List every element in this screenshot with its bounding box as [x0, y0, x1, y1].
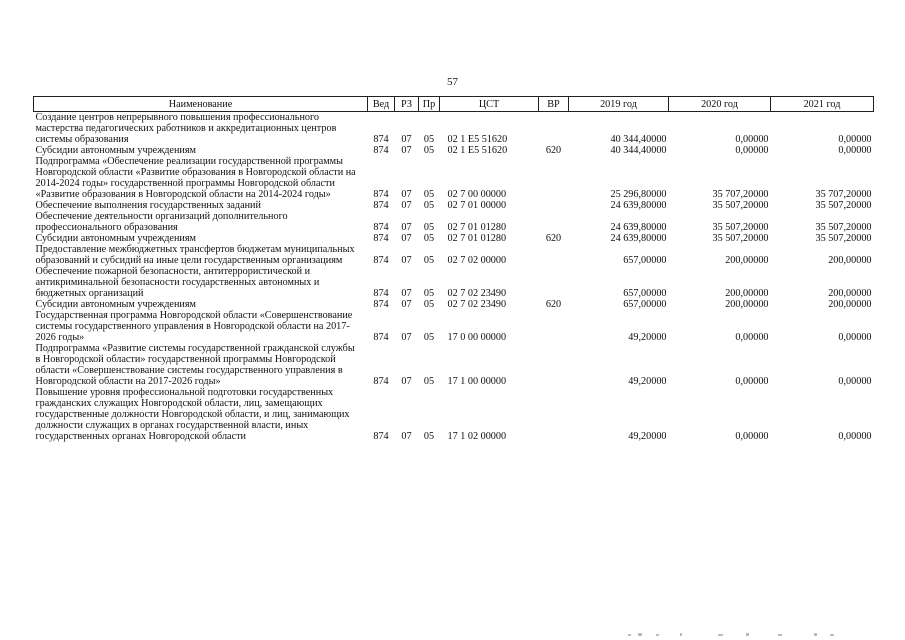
- row-2020: 0,00000: [735, 431, 769, 442]
- row-2019: 24 639,80000: [610, 200, 667, 211]
- scan-artifact: [628, 632, 838, 638]
- row-ved: 874: [373, 222, 389, 233]
- row-2020: 0,00000: [735, 145, 769, 156]
- row-rz: 07: [401, 431, 412, 442]
- row-pr: 05: [423, 288, 435, 299]
- row-2021: 35 507,20000: [815, 222, 872, 233]
- row-rz: 07: [401, 200, 412, 211]
- row-pr: 05: [423, 431, 435, 442]
- row-name: Субсидии автономным учреждениям: [35, 299, 196, 310]
- row-2020: 0,00000: [735, 134, 769, 145]
- row-cst: 02 1 E5 51620: [447, 134, 508, 145]
- row-pr: 05: [423, 255, 435, 266]
- row-rz: 07: [401, 332, 412, 343]
- budget-table: [33, 96, 874, 442]
- row-pr: 05: [423, 200, 435, 211]
- row-2020: 200,00000: [725, 299, 769, 310]
- row-2021: 0,00000: [838, 431, 872, 442]
- row-pr: 05: [423, 332, 435, 343]
- row-vr: [539, 211, 569, 233]
- row-cst: 02 7 02 00000: [447, 255, 507, 266]
- row-rz: 07: [401, 255, 412, 266]
- row-ved: 874: [373, 431, 389, 442]
- row-vr: [539, 387, 569, 442]
- row-rz: 07: [401, 233, 412, 244]
- row-name: Обеспечение выполнения государственных заданий: [35, 200, 261, 211]
- row-rz: 07: [401, 376, 412, 387]
- row-2020: 0,00000: [735, 376, 769, 387]
- row-cst: 02 7 01 01280: [447, 233, 507, 244]
- table-row: [34, 156, 874, 200]
- row-2021: 35 507,20000: [815, 200, 872, 211]
- header-name: Наименование: [34, 97, 368, 112]
- row-pr: 05: [423, 145, 435, 156]
- header-ved: Вед: [368, 97, 395, 112]
- row-name: Обеспечение деятельности организаций дополнительного профессионального образования: [35, 211, 288, 233]
- row-vr: [539, 266, 569, 299]
- row-ved: 874: [373, 134, 389, 145]
- table-row: [34, 233, 874, 244]
- row-pr: 05: [423, 376, 435, 387]
- header-2020: 2020 год: [669, 97, 771, 112]
- row-rz: 07: [401, 189, 412, 200]
- page-number: 57: [447, 76, 458, 88]
- row-2019: 657,00000: [623, 299, 667, 310]
- header-row: [34, 97, 874, 112]
- row-vr: 620: [545, 233, 562, 244]
- row-name: Государственная программа Новгородской области «Совершенствование системы государственного управления в Новгородской области на 2017-2026 годы»: [35, 310, 353, 343]
- table-row: [34, 266, 874, 299]
- row-ved: 874: [373, 189, 389, 200]
- row-2020: 35 507,20000: [712, 222, 769, 233]
- row-name: Подпрограмма «Обеспечение реализации государственной программы Новгородской области «Развитие образования в Новгородской области на 2014-2024 годы» государственной программы Новгородской области «Развитие образования в Новгородской области на 2014-2024 годы»: [35, 156, 356, 200]
- row-cst: 02 7 02 23490: [447, 288, 507, 299]
- row-ved: 874: [373, 288, 389, 299]
- row-2021: 200,00000: [828, 255, 872, 266]
- row-name: Подпрограмма «Развитие системы государственной гражданской службы в Новгородской области» государственной программы Новгородской области «Совершенствование системы государственного управления в Новгородской области на 2017-2026 годы»: [35, 343, 355, 387]
- row-rz: 07: [401, 299, 412, 310]
- row-2020: 35 507,20000: [712, 233, 769, 244]
- row-ved: 874: [373, 233, 389, 244]
- row-vr: [539, 310, 569, 343]
- row-pr: 05: [423, 134, 435, 145]
- row-cst: 17 1 02 00000: [447, 431, 507, 442]
- header-2021: 2021 год: [771, 97, 874, 112]
- table-row: [34, 387, 874, 442]
- row-pr: 05: [423, 222, 435, 233]
- row-cst: 02 1 E5 51620: [447, 145, 508, 156]
- row-2020: 200,00000: [725, 288, 769, 299]
- row-ved: 874: [373, 145, 389, 156]
- row-rz: 07: [401, 134, 412, 145]
- row-2019: 25 296,80000: [610, 189, 667, 200]
- header-cst: ЦСТ: [440, 97, 539, 112]
- table-row: [34, 244, 874, 266]
- row-2021: 200,00000: [828, 299, 872, 310]
- row-ved: 874: [373, 200, 389, 211]
- row-name: Обеспечение пожарной безопасности, антитеррористической и антикриминальной безопасности государственных автономных и бюджетных организаций: [35, 266, 320, 299]
- row-name: Повышение уровня профессиональной подготовки государственных гражданских служащих Новгородской области, лиц, замещающих государственные должности Новгородской области, и лиц, занимающих должности служащих в органах государственной власти, иных государственных органах Новгородской области: [35, 387, 350, 442]
- row-vr: 620: [545, 145, 562, 156]
- row-2021: 35 707,20000: [815, 189, 872, 200]
- row-2019: 49,20000: [628, 376, 667, 387]
- header-pr: Пр: [419, 97, 440, 112]
- row-vr: [539, 343, 569, 387]
- row-cst: 17 0 00 00000: [447, 332, 507, 343]
- row-2019: 49,20000: [628, 431, 667, 442]
- row-vr: [539, 112, 569, 146]
- row-2019: 657,00000: [623, 288, 667, 299]
- row-rz: 07: [401, 145, 412, 156]
- table-row: [34, 211, 874, 233]
- row-cst: 02 7 01 00000: [447, 200, 507, 211]
- row-2021: 35 507,20000: [815, 233, 872, 244]
- row-2019: 49,20000: [628, 332, 667, 343]
- row-vr: [539, 156, 569, 200]
- header-vr: ВР: [539, 97, 569, 112]
- row-2020: 35 707,20000: [712, 189, 769, 200]
- table-row: [34, 200, 874, 211]
- row-ved: 874: [373, 255, 389, 266]
- row-2021: 0,00000: [838, 145, 872, 156]
- table-row: [34, 299, 874, 310]
- row-2021: 0,00000: [838, 332, 872, 343]
- header-2019: 2019 год: [569, 97, 669, 112]
- row-2020: 35 507,20000: [712, 200, 769, 211]
- row-name: Предоставление межбюджетных трансфертов бюджетам муниципальных образований и субсидий на иные цели государственным организациям: [35, 244, 355, 266]
- row-2019: 24 639,80000: [610, 222, 667, 233]
- row-rz: 07: [401, 288, 412, 299]
- row-ved: 874: [373, 332, 389, 343]
- row-ved: 874: [373, 299, 389, 310]
- row-2019: 24 639,80000: [610, 233, 667, 244]
- table-row: [34, 310, 874, 343]
- row-2021: 200,00000: [828, 288, 872, 299]
- row-name: Субсидии автономным учреждениям: [35, 233, 196, 244]
- row-cst: 17 1 00 00000: [447, 376, 507, 387]
- table-row: [34, 145, 874, 156]
- row-name: Создание центров непрерывного повышения профессионального мастерства педагогических работников и аккредитационных центров системы образования: [35, 112, 337, 145]
- row-rz: 07: [401, 222, 412, 233]
- row-vr: 620: [545, 299, 562, 310]
- row-vr: [539, 200, 569, 211]
- row-cst: 02 7 00 00000: [447, 189, 507, 200]
- table-row: [34, 343, 874, 387]
- row-pr: 05: [423, 189, 435, 200]
- row-cst: 02 7 01 01280: [447, 222, 507, 233]
- header-rz: РЗ: [395, 97, 419, 112]
- row-2020: 200,00000: [725, 255, 769, 266]
- row-2019: 40 344,40000: [610, 134, 667, 145]
- row-ved: 874: [373, 376, 389, 387]
- row-2019: 40 344,40000: [610, 145, 667, 156]
- row-pr: 05: [423, 299, 435, 310]
- row-name: Субсидии автономным учреждениям: [35, 145, 196, 156]
- row-vr: [539, 244, 569, 266]
- row-2019: 657,00000: [623, 255, 667, 266]
- row-pr: 05: [423, 233, 435, 244]
- row-2021: 0,00000: [838, 376, 872, 387]
- row-cst: 02 7 02 23490: [447, 299, 507, 310]
- row-2021: 0,00000: [838, 134, 872, 145]
- row-2020: 0,00000: [735, 332, 769, 343]
- table-row: [34, 112, 874, 146]
